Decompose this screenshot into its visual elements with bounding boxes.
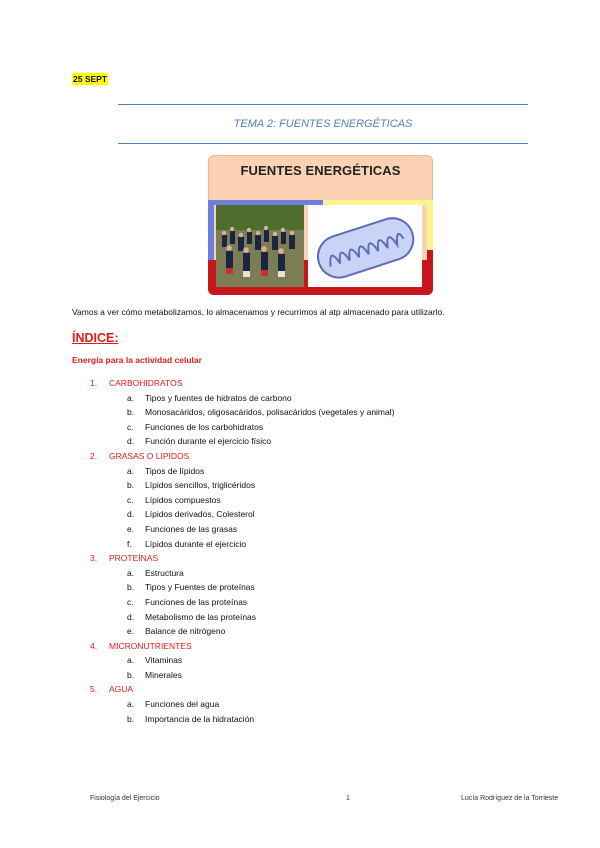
- document-title: TEMA 2: FUENTES ENERGÉTICAS: [233, 118, 413, 130]
- toc-subitem-letter: b.: [127, 407, 135, 418]
- toc-subitem: [0, 537, 600, 552]
- toc-subitem-label: Lípidos durante el ejercicio: [145, 538, 247, 549]
- toc-subitem: [0, 566, 600, 581]
- mitochondrion-diagram-icon: [308, 205, 422, 287]
- toc-subitem-label: Lípidos sencillos, triglicéridos: [145, 480, 256, 491]
- toc-subitem-label: Funciones del agua: [145, 699, 220, 710]
- toc-subitem-label: Lípidos compuestos: [145, 494, 221, 505]
- toc-subitem-letter: d.: [127, 611, 135, 622]
- toc-item-number: 3.: [90, 553, 98, 564]
- banner-band-red-right: [427, 250, 433, 295]
- toc-item: [0, 449, 600, 464]
- toc-subitem: [0, 434, 600, 449]
- footer-course: Fisiología del Ejercicio: [90, 795, 160, 802]
- toc-subitem-label: Tipos y Fuentes de proteínas: [145, 582, 255, 593]
- footer-author: Lucía Rodríguez de la Torrieste: [461, 795, 559, 802]
- toc-item-label: GRASAS O LIPIDOS: [109, 450, 190, 461]
- toc-subitem-letter: a.: [127, 655, 135, 666]
- toc-subitem: [0, 493, 600, 508]
- toc-subitem: [0, 668, 600, 683]
- runners-photo-icon: [216, 205, 304, 287]
- table-of-contents: [0, 376, 600, 726]
- toc-subitem-letter: e.: [127, 523, 135, 534]
- toc-item-number: 1.: [90, 378, 98, 388]
- toc-subitem-letter: c.: [127, 596, 134, 607]
- toc-item: [0, 682, 600, 697]
- footer-page-number: 1: [346, 795, 350, 802]
- toc-subitem-letter: b.: [127, 669, 135, 680]
- toc-subitem: [0, 507, 600, 522]
- toc-subitem-letter: d.: [127, 436, 135, 447]
- toc-subitem-label: Funciones de las proteínas: [145, 596, 248, 607]
- toc-subitem-label: Minerales: [145, 669, 182, 680]
- toc-subitem-letter: f.: [127, 538, 132, 549]
- toc-subitem-letter: a.: [127, 567, 135, 578]
- banner-band-right: [427, 205, 433, 250]
- toc-subitem: [0, 478, 600, 493]
- toc-item-number: 5.: [90, 684, 98, 695]
- toc-item-number: 2.: [90, 450, 98, 461]
- toc-subitem-label: Tipos de lípidos: [145, 465, 205, 476]
- toc-subitem-letter: b.: [127, 713, 135, 724]
- toc-subitem-label: Tipos y fuentes de hidratos de carbono: [145, 392, 292, 403]
- toc-subitem-letter: a.: [127, 465, 135, 476]
- banner-band-left: [208, 205, 214, 260]
- banner-image: [208, 155, 433, 295]
- toc-subitem-letter: e.: [127, 626, 135, 637]
- toc-subitem-letter: b.: [127, 480, 135, 491]
- toc-subitem-letter: a.: [127, 699, 135, 710]
- toc-item-label: PROTEÍNAS: [109, 553, 159, 564]
- toc-item-label: CARBOHIDRATOS: [109, 378, 183, 388]
- toc-subitem-label: Monosacáridos, oligosacáridos, polisacáridos (vegetales y animal): [145, 407, 395, 418]
- toc-item: [0, 639, 600, 654]
- toc-subitem-letter: d.: [127, 509, 135, 520]
- toc-subitem-letter: c.: [127, 421, 134, 432]
- toc-item-label: MICRONUTRIENTES: [109, 640, 192, 651]
- toc-subitem-label: Funciones de los carbohidratos: [145, 421, 264, 432]
- toc-item: [0, 376, 600, 391]
- toc-subitem: [0, 712, 600, 727]
- toc-subitem: [0, 580, 600, 595]
- toc-subitem: [0, 420, 600, 435]
- toc-item-number: 4.: [90, 640, 98, 651]
- toc-item-label: AGUA: [109, 684, 134, 695]
- toc-subitem: [0, 624, 600, 639]
- toc-subitem: [0, 697, 600, 712]
- toc-subitem: [0, 464, 600, 479]
- toc-item: [0, 551, 600, 566]
- toc-subitem-label: Metabolismo de las proteínas: [145, 611, 257, 622]
- toc-subitem: [0, 595, 600, 610]
- toc-subitem-label: Estructura: [145, 567, 184, 578]
- title-rule-top: [118, 104, 528, 105]
- date-label: 25 SEPT: [73, 74, 108, 84]
- title-rule-bottom: [118, 143, 528, 144]
- toc-subitem-letter: b.: [127, 582, 135, 593]
- toc-subitem: [0, 391, 600, 406]
- toc-subitem: [0, 610, 600, 625]
- toc-subitem-label: Lípidos derivados, Colesterol: [145, 509, 255, 520]
- intro-paragraph: Vamos a ver cómo metabolizamos, lo almacenamos y recurrimos al atp almacenado para utilizarlo.: [72, 307, 445, 317]
- toc-subitem-letter: c.: [127, 494, 134, 505]
- toc-subitem-label: Balance de nitrógeno: [145, 626, 226, 637]
- toc-subitem-letter: a.: [127, 392, 135, 403]
- toc-subitem: [0, 405, 600, 420]
- toc-subitem: [0, 522, 600, 537]
- banner-title: FUENTES ENERGÉTICAS: [240, 163, 401, 178]
- toc-subitem: [0, 653, 600, 668]
- toc-subitem-label: Funciones de las grasas: [145, 523, 238, 534]
- toc-subitem-label: Función durante el ejercicio físico: [145, 436, 272, 447]
- toc-subitem-label: Vitaminas: [145, 655, 183, 666]
- toc-subitem-label: Importancia de la hidratación: [145, 713, 255, 724]
- section-title: Energía para la actividad celular: [72, 355, 202, 365]
- index-heading: ÍNDICE:: [72, 331, 119, 345]
